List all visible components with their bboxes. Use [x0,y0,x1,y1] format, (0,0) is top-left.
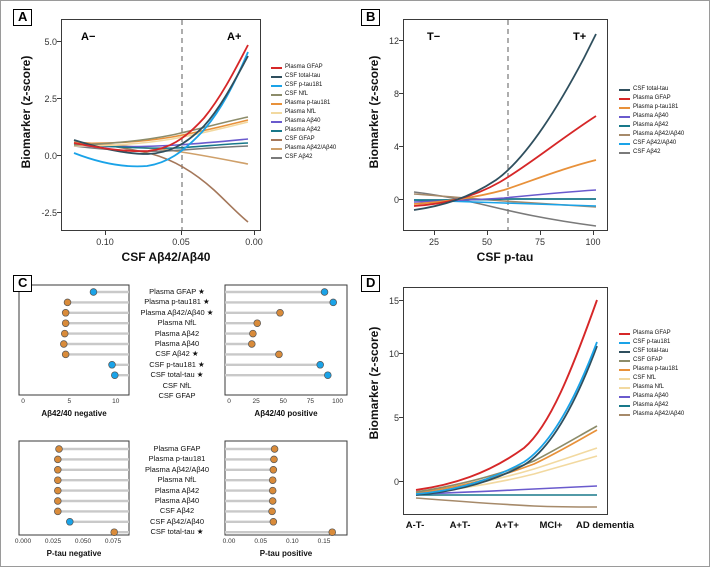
legend-color-swatch [271,85,282,87]
panel-d-ytick-0: 0 [393,477,399,487]
panel-d-category-2: A+T+ [495,520,519,531]
panel-a-xtickmark-0 [105,231,106,235]
panel-c-letter: C [13,275,32,292]
panel-c-top-left-dot [90,289,97,296]
panel-d-legend [619,329,684,419]
legend-label: CSF Aβ42 [285,154,313,160]
legend-color-swatch [619,89,630,91]
panel-b-y-axis-title: Biomarker (z-score) [367,55,381,169]
panel-a-legend-item [271,153,336,162]
panel-d-curves [404,288,608,515]
panel-c-bottom-row-label: CSF total-tau ★ [150,527,204,537]
panel-c-top-row-label: CSF GFAP [158,391,196,400]
legend-label: Plasma Aβ42 [285,127,321,133]
panel-a-legend-item [271,99,336,108]
panel-d-legend-item [619,329,684,338]
legend-label: CSF NfL [633,375,657,381]
panel-c-bottom-chart [9,435,354,561]
legend-color-swatch [619,360,630,362]
panel-a-plot-area [61,19,261,231]
panel-c-top-right-dot [330,299,337,306]
panel-c-bottom-left-tick: 0.000 [14,538,32,545]
panel-c-top-row-label: CSF p-tau181 ★ [149,359,205,369]
panel-d-ytickmark-2 [399,353,403,354]
panel-d-plot-area [403,287,608,515]
panel-a-legend-item [271,90,336,99]
panel-c-top-left-dot [61,330,68,337]
panel-c-top-row-label: CSF Aβ42 ★ [155,349,199,359]
panel-c-top-row-label: Plasma Aβ42 [154,328,200,338]
legend-label: CSF Aβ42/Aβ40 [633,140,677,146]
legend-color-swatch [271,112,282,114]
panel-c-top-right-tick: 25 [252,398,260,405]
legend-label: CSF total-tau [633,348,669,354]
panel-d-legend-item [619,392,684,401]
legend-label: Plasma Aβ42/Aβ40 [285,145,337,151]
panel-d-ytick-2: 10 [388,349,399,359]
panel-a [9,7,354,265]
panel-d-category-3: MCI+ [539,520,563,531]
legend-label: Plasma p-tau181 [633,104,679,110]
legend-color-swatch [271,157,282,159]
panel-c-top-left-dot [62,320,69,327]
legend-color-swatch [619,143,630,145]
panel-b-ytick-0: 0 [393,195,399,205]
panel-b-ytick-1: 4 [393,142,399,152]
legend-label: CSF Aβ42 [633,149,661,155]
legend-label: CSF p-tau181 [285,82,323,88]
legend-label: CSF p-tau181 [633,339,671,345]
panel-a-ytickmark-2 [57,98,61,99]
legend-label: Plasma Aβ42/Aβ40 [633,411,685,417]
panel-c-top-right-dot [324,372,331,379]
panel-c-top-right-tick: 100 [332,398,343,405]
legend-color-swatch [271,103,282,105]
panel-b-ytickmark-3 [399,40,403,41]
panel-b-x-axis-title: CSF p-tau [476,250,534,264]
panel-d-ytickmark-3 [399,300,403,301]
panel-c-bottom-left-dot [66,518,73,525]
panel-a-y-axis-title: Biomarker (z-score) [19,55,33,169]
panel-c-bottom-left-tick: 0.025 [44,538,62,545]
panel-a-region-positive: A+ [227,31,242,43]
panel-c-top-row-label: CSF total-tau ★ [150,370,204,380]
legend-color-swatch [619,333,630,335]
panel-b-ytickmark-2 [399,93,403,94]
panel-a-x-axis-title: CSF Aβ42/Aβ40 [121,250,211,264]
panel-b-legend-item [619,139,684,148]
panel-b-curves [404,20,608,231]
legend-label: Plasma Aβ42 [633,402,669,408]
panel-c-top-left-dot [111,372,118,379]
panel-c-bottom-right-axis-title: P-tau positive [259,549,313,558]
panel-d-legend-item [619,401,684,410]
legend-label: Plasma Aβ40 [285,118,321,124]
panel-d [357,273,705,561]
panel-a-ytick-2: 2.5 [44,94,57,104]
panel-d-legend-item [619,374,684,383]
panel-c-top-right-dot [254,320,261,327]
panel-b [357,7,705,265]
panel-c-bottom-left-dot [111,529,118,536]
panel-b-legend-item [619,94,684,103]
legend-label: Plasma GFAP [633,95,671,101]
panel-a-ytickmark-1 [57,155,61,156]
panel-c-bottom-right-tick: 0.05 [254,538,267,545]
panel-c-top-left-tick: 5 [67,398,72,405]
panel-d-legend-item [619,356,684,365]
panel-d-category-1: A+T- [449,520,471,531]
panel-c-bottom-row-label: Plasma NfL [157,475,197,485]
panel-b-legend [619,85,684,157]
panel-a-xtickmark-1 [181,231,182,235]
panel-c-bottom-right-dot [329,529,336,536]
panel-c-bottom-right-dot [269,487,276,494]
panel-b-legend-item [619,148,684,157]
panel-c-bottom-right-tick: 0.15 [317,538,331,545]
panel-c-bottom-right-dot [269,477,276,484]
legend-color-swatch [619,414,630,416]
panel-d-category-4: AD dementia [575,520,635,531]
panel-c-bottom-left-dot [54,466,61,473]
panel-a-ytick-0: -2.5 [41,208,57,218]
panel-b-plot-area [403,19,608,231]
panel-c-top-right-tick: 75 [306,398,315,405]
panel-b-region-negative: T− [427,31,441,43]
panel-c-bottom-right-dot [270,466,277,473]
panel-b-xtick-1: 50 [481,237,492,247]
panel-c-bottom-row-label: Plasma Aβ42/Aβ40 [144,464,210,474]
panel-d-legend-item [619,410,684,419]
panel-d-ytick-1: 5 [393,413,399,423]
panel-a-ytickmark-3 [57,41,61,42]
legend-color-swatch [271,148,282,150]
panel-c-bottom-left-dot [54,487,61,494]
panel-a-xtickmark-2 [254,231,255,235]
legend-label: Plasma Aβ40 [633,113,669,119]
legend-color-swatch [619,116,630,118]
panel-b-region-positive: T+ [573,31,587,43]
panel-d-legend-item [619,365,684,374]
panel-b-ytick-2: 8 [393,89,399,99]
legend-label: Plasma Aβ42/Aβ40 [633,131,685,137]
panel-c-bottom-left-dot [56,446,63,453]
panel-a-region-negative: A− [81,31,96,43]
legend-color-swatch [619,107,630,109]
panel-b-xtick-3: 100 [585,237,601,247]
legend-label: Plasma Aβ40 [633,393,669,399]
panel-c-top-left-axis-title: Aβ42/40 negative [41,409,107,418]
panel-c-bottom-right-dot [270,518,277,525]
panel-b-legend-item [619,103,684,112]
panel-c-bottom-left-tick: 0.050 [74,538,92,545]
panel-c-top-row-label: Plasma Aβ40 [154,339,200,348]
panel-a-legend-item [271,144,336,153]
panel-b-xtickmark-0 [434,231,435,235]
panel-c-top-row-label: Plasma NfL [157,318,197,328]
legend-label: CSF GFAP [285,136,315,142]
panel-c-top-row-label: CSF NfL [162,380,192,390]
panel-a-legend-item [271,63,336,72]
panel-b-letter: B [361,9,380,26]
panel-c-top-row-label: Plasma p-tau181 ★ [144,297,210,307]
panel-b-legend-item [619,112,684,121]
panel-a-xtick-2: 0.00 [245,237,263,247]
panel-a-legend-item [271,135,336,144]
legend-color-swatch [271,76,282,78]
panel-c-bottom-left-tick: 0.075 [104,538,122,545]
panel-c-top-right-axis-title: Aβ42/40 positive [254,409,318,418]
legend-label: CSF GFAP [633,357,663,363]
panel-a-legend-item [271,108,336,117]
panel-a-legend-item [271,126,336,135]
legend-color-swatch [271,121,282,123]
legend-color-swatch [619,342,630,344]
panel-c-bottom-right-dot [269,498,276,505]
panel-c-bottom-right-dot [271,446,278,453]
panel-d-ytick-3: 15 [388,296,399,306]
legend-label: Plasma Aβ42 [633,122,669,128]
panel-c-top-left-tick: 10 [112,398,120,405]
panel-c-bottom-left-dot [54,477,61,484]
legend-color-swatch [271,139,282,141]
legend-label: Plasma NfL [285,109,317,115]
panel-a-curves [62,20,261,231]
panel-d-letter: D [361,275,380,292]
legend-label: Plasma GFAP [633,330,671,336]
legend-label: CSF total-tau [633,86,669,92]
panel-a-legend-item [271,72,336,81]
panel-c-bottom-row-label: Plasma Aβ42 [154,485,200,495]
legend-color-swatch [271,94,282,96]
panel-a-legend-item [271,117,336,126]
panel-a-letter: A [13,9,32,26]
panel-c-top-row-label: Plasma Aβ42/Aβ40 ★ [140,307,214,317]
panel-c-bottom-row-label: CSF Aβ42 [159,506,195,516]
panel-c-bottom-row-label: Plasma p-tau181 [148,454,206,464]
panel-c-bottom-row-label: CSF Aβ42/Aβ40 [149,516,205,526]
legend-label: Plasma GFAP [285,64,323,70]
panel-b-xtickmark-2 [540,231,541,235]
panel-c-top-chart [9,279,354,425]
panel-d-legend-item [619,338,684,347]
legend-label: Plasma p-tau181 [633,366,679,372]
panel-c-top-left-tick: 0 [21,398,25,405]
legend-color-swatch [619,134,630,136]
panel-c-bottom-right-dot [269,508,276,515]
panel-b-xtick-2: 75 [534,237,545,247]
panel-c-top-right-dot [248,341,255,348]
panel-d-ytickmark-0 [399,481,403,482]
panel-c-top-right-tick: 50 [279,398,287,405]
legend-label: Plasma NfL [633,384,665,390]
panel-a-xtick-1: 0.05 [172,237,190,247]
panel-a-ytickmark-0 [57,212,61,213]
panel-c-top-left-dot [60,341,67,348]
panel-c-bottom-right-tick: 0.10 [286,538,299,545]
legend-color-swatch [271,130,282,132]
panel-b-ytick-3: 12 [388,36,399,46]
panel-c-bottom-right-tick: 0.00 [222,538,236,545]
panel-c-top-right-dot [317,361,324,368]
panel-b-xtickmark-3 [593,231,594,235]
legend-color-swatch [619,378,630,380]
panel-b-ytickmark-1 [399,146,403,147]
legend-color-swatch [619,387,630,389]
panel-c-bottom-left-dot [54,508,61,515]
panel-b-xtick-0: 25 [428,237,439,247]
panel-c [9,273,354,561]
legend-label: CSF NfL [285,91,309,97]
legend-color-swatch [619,369,630,371]
legend-color-swatch [619,152,630,154]
panel-c-bottom-right-dot [271,456,278,463]
panel-a-legend-item [271,81,336,90]
panel-c-bottom-left-dot [54,498,61,505]
panel-a-ytick-1: 0.0 [44,151,57,161]
panel-b-legend-item [619,130,684,139]
panel-a-legend [271,63,336,162]
panel-b-legend-item [619,85,684,94]
panel-d-legend-item [619,383,684,392]
panel-c-top-right-dot [249,330,256,337]
panel-d-ytickmark-1 [399,417,403,418]
panel-b-legend-item [619,121,684,130]
panel-b-xtickmark-1 [487,231,488,235]
panel-c-top-row-label: Plasma GFAP ★ [149,287,205,296]
legend-color-swatch [619,405,630,407]
legend-label: CSF total-tau [285,73,321,79]
panel-c-bottom-left-axis-title: P-tau negative [46,549,102,558]
panel-a-ytick-3: 5.0 [44,37,57,47]
panel-c-top-right-dot [321,289,328,296]
panel-c-top-right-tick: 0 [227,398,231,405]
legend-color-swatch [271,67,282,69]
panel-c-top-left-dot [64,299,71,306]
legend-label: Plasma p-tau181 [285,100,331,106]
legend-color-swatch [619,125,630,127]
panel-d-legend-item [619,347,684,356]
panel-a-xtick-0: 0.10 [96,237,114,247]
panel-c-top-left-dot [62,351,69,358]
panel-d-y-axis-title: Biomarker (z-score) [367,326,381,440]
panel-c-top-right-dot [277,309,284,316]
legend-color-swatch [619,351,630,353]
legend-color-swatch [619,98,630,100]
panel-c-bottom-row-label: Plasma Aβ40 [154,496,200,505]
panel-c-top-left-dot [62,309,69,316]
panel-c-top-right-dot [276,351,283,358]
legend-color-swatch [619,396,630,398]
panel-d-category-0: A-T- [405,520,425,531]
panel-c-bottom-left-dot [54,456,61,463]
panel-c-top-left-dot [109,361,116,368]
panel-c-bottom-row-label: Plasma GFAP [153,444,201,453]
panel-b-ytickmark-0 [399,199,403,200]
